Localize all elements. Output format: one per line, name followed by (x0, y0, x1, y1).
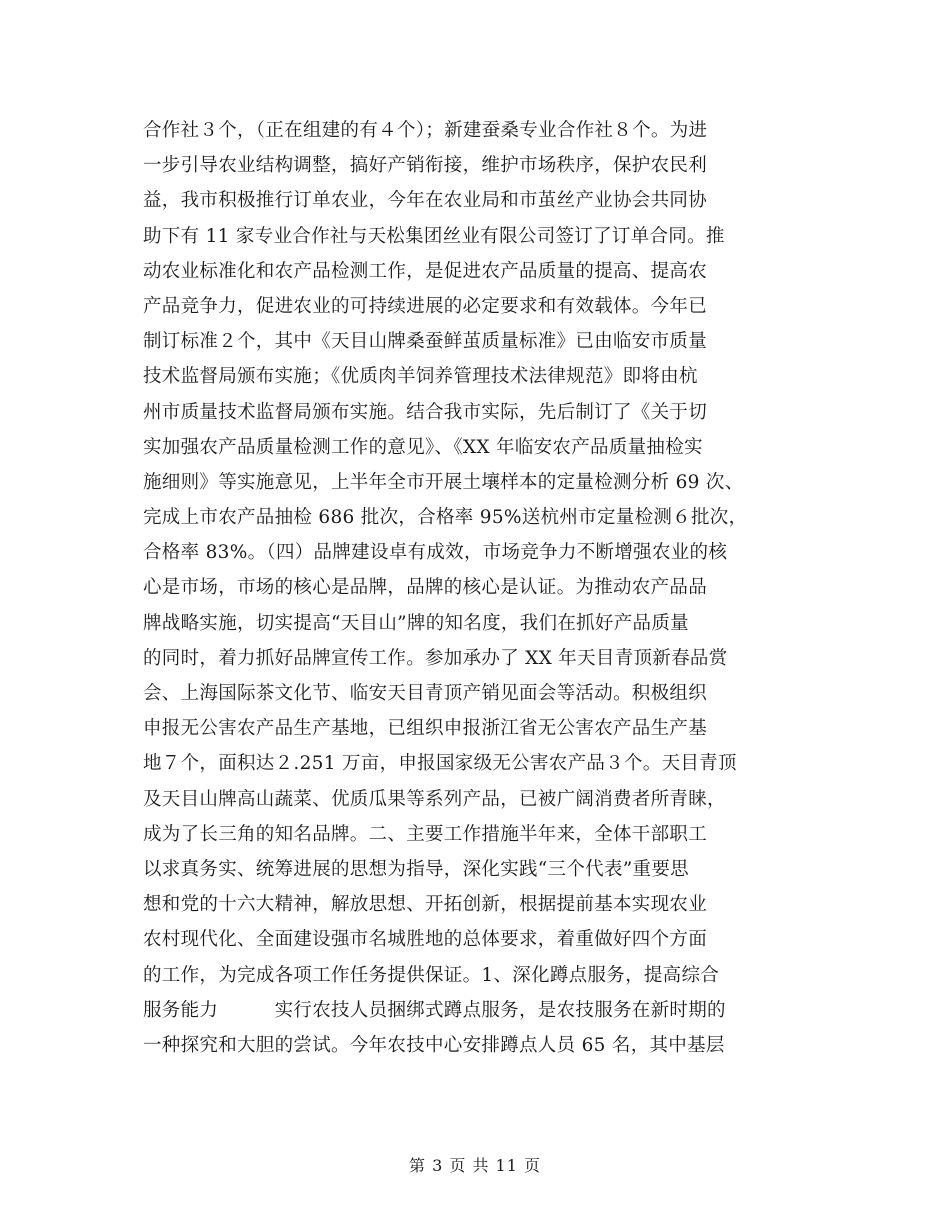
text-line: 技术监督局颁布实施；《优质肉羊饲养管理技术法律规范》即将由杭 (143, 366, 698, 388)
text-line: 一种探究和大胆的尝试。今年农技中心安排蹲点人员 65 名，其中基层 (143, 1034, 725, 1056)
text-line: 助下有 11 家专业合作社与天松集团丝业有限公司签订了订单合同。推 (143, 225, 725, 247)
text-line: 想和党的十六大精神，解放思想、开拓创新，根据提前基本实现农业 (143, 894, 708, 916)
text-line: 动农业标准化和农产品检测工作，是促进农产品质量的提高、提高农 (143, 260, 708, 282)
page-number: 第 3 页 共 11 页 (409, 1156, 541, 1175)
page-footer (0, 1153, 950, 1176)
text-line: 合作社３个，（正在组建的有４个）；新建蚕桑专业合作社８个。为进 (143, 120, 708, 141)
text-line: 以求真务实、统筹进展的思想为指导，深化实践“三个代表”重要思 (143, 858, 689, 880)
text-line: 施细则》等实施意见，上半年全市开展土壤样本的定量检测分析 69 次、 (143, 471, 744, 493)
text-line: 会、上海国际茶文化节、临安天目青顶产销见面会等活动。积极组织 (143, 683, 708, 704)
text-line: 产品竞争力，促进农业的可持续进展的必定要求和有效载体。今年已 (143, 295, 708, 317)
text-line: 实加强农产品质量检测工作的意见》、《XX 年临安农产品质量抽检实 (143, 436, 703, 458)
text-line: 农村现代化、全面建设强市名城胜地的总体要求，着重做好四个方面 (143, 929, 708, 951)
text-line: 心是市场，市场的核心是品牌，品牌的核心是认证。为推动农产品品 (143, 577, 708, 599)
text-line: 地７个，面积达２.251 万亩，申报国家级无公害农产品３个。天目青顶 (143, 753, 737, 775)
text-line: 及天目山牌高山蔬菜、优质瓜果等系列产品，已被广阔消费者所青睐， (143, 788, 726, 810)
text-line: 成为了长三角的知名品牌。二、主要工作措施半年来，全体干部职工 (143, 823, 708, 845)
text-line: 的工作，为完成各项工作任务提供保证。1、深化蹲点服务，提高综合 (143, 964, 720, 986)
text-line: 服务能力 实行农技人员捆绑式蹲点服务，是农技服务在新时期的 (143, 999, 726, 1021)
body-text (143, 113, 833, 1063)
text-line: 的同时，着力抓好品牌宣传工作。参加承办了 XX 年天目青顶新春品赏 (143, 647, 728, 669)
text-line: 益，我市积极推行订单农业，今年在农业局和市茧丝产业协会共同协 (143, 190, 708, 212)
text-line: 一步引导农业结构调整，搞好产销衔接，维护市场秩序，保护农民利 (143, 155, 708, 177)
text-line: 完成上市农产品抽检 686 批次，合格率 95%送杭州市定量检测６批次， (143, 507, 748, 529)
text-line: 制订标准２个，其中《天目山牌桑蚕鲜茧质量标准》已由临安市质量 (143, 331, 708, 353)
text-line: 合格率 83%。（四）品牌建设卓有成效，市场竞争力不断增强农业的核 (143, 542, 728, 564)
text-line: 州市质量技术监督局颁布实施。结合我市实际，先后制订了《关于切 (143, 401, 708, 423)
text-line: 牌战略实施，切实提高“天目山”牌的知名度，我们在抓好产品质量 (143, 612, 689, 634)
text-line: 申报无公害农产品生产基地，已组织申报浙江省无公害农产品生产基 (143, 718, 708, 740)
